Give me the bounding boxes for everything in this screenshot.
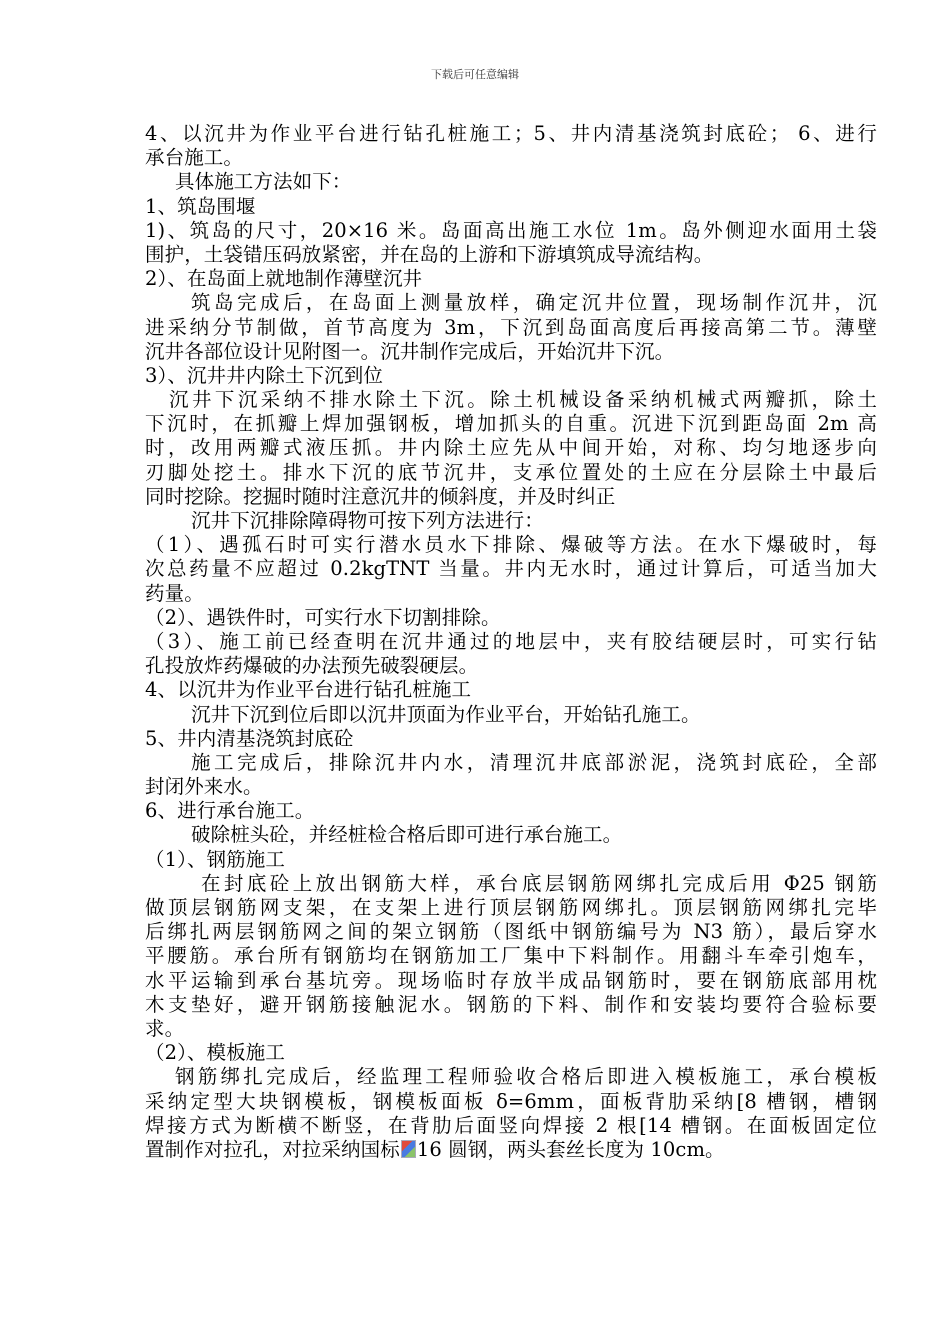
text-line: 1、筑岛围堰 bbox=[145, 194, 256, 218]
text-line: 4、以沉井为作业平台进行钻孔桩施工；5、井内清基浇筑封底砼； 6、进行 bbox=[145, 122, 877, 145]
text-line: 次总药量不应超过 0.2kgTNT 当量。井内无水时，通过计算后，可适当加大 bbox=[145, 557, 877, 581]
text-line: 沉井下沉排除障碍物可按下列方法进行： bbox=[191, 509, 544, 532]
text-segment: 16 圆钢，两头套丝长度为 10cm。 bbox=[416, 1137, 725, 1161]
text-line: 承台施工。 bbox=[145, 146, 244, 170]
text-line: 刃脚处挖土。排水下沉的底节沉井，支承位置处的土应在分层除土中最后 bbox=[145, 460, 877, 484]
text-line: 沉井下沉采纳不排水除土下沉。除土机械设备采纳机械式两瓣抓，除土 bbox=[169, 388, 877, 412]
text-line: 钢筋绑扎完成后，经监理工程师验收合格后即进入模板施工，承台模板 bbox=[175, 1065, 877, 1089]
text-line: 3）、沉井井内除土下沉到位 bbox=[145, 363, 383, 387]
text-line: 1)、筑岛的尺寸，20×16 米。岛面高出施工水位 1m。岛外侧迎水面用土袋 bbox=[145, 218, 877, 242]
text-line: 6、进行承台施工。 bbox=[145, 799, 315, 823]
text-line: 在封底砼上放出钢筋大样，承台底层钢筋网绑扎完成后用 Φ25 钢筋 bbox=[201, 871, 877, 895]
text-line: 水平运输到承台基坑旁。现场临时存放半成品钢筋时，要在钢筋底部用枕 bbox=[145, 968, 877, 992]
text-line: 孔投放炸药爆破的办法预先破裂硬层。 bbox=[145, 654, 479, 678]
text-line: 4、以沉井为作业平台进行钻孔桩施工 bbox=[145, 678, 472, 702]
text-line: 做顶层钢筋网支架，在支架上进行顶层钢筋网绑扎。顶层钢筋网绑扎完毕 bbox=[145, 896, 877, 919]
text-line: 采纳定型大块钢模板，钢模板面板 δ=6mm，面板背肋采纳[8 槽钢，槽钢 bbox=[145, 1089, 877, 1113]
text-line: 2）、在岛面上就地制作薄壁沉井 bbox=[145, 267, 423, 291]
text-line: （1）、钢筋施工 bbox=[145, 847, 285, 871]
text-line: 沉井下沉到位后即以沉井顶面为作业平台，开始钻孔施工。 bbox=[191, 702, 701, 726]
text-line: 进采纳分节制做，首节高度为 3m，下沉到岛面高度后再接高第二节。薄壁 bbox=[145, 315, 877, 339]
text-line: 药量。 bbox=[145, 581, 204, 605]
text-line: 木支垫好，避开钢筋接触泥水。钢筋的下料、制作和安装均要符合验标要 bbox=[145, 992, 877, 1016]
text-line: 时，改用两瓣式液压抓。井内除土应先从中间开始，对称、均匀地逐步向 bbox=[145, 436, 877, 460]
text-line: 沉井各部位设计见附图一。沉井制作完成后，开始沉井下沉。 bbox=[145, 339, 675, 363]
broken-image-icon bbox=[401, 1140, 416, 1158]
document-body bbox=[145, 122, 877, 1162]
text-line: 施工完成后，排除沉井内水，清理沉井底部淤泥，浇筑封底砼，全部 bbox=[191, 750, 877, 774]
text-line: 焊接方式为断横不断竖，在背肋后面竖向焊接 2 根[14 槽钢。在面板固定位 bbox=[145, 1113, 877, 1137]
text-line: （1）、遇孤石时可实行潜水员水下排除、爆破等方法。在水下爆破时，每 bbox=[145, 533, 877, 557]
text-line: 围护，土袋错压码放紧密，并在岛的上游和下游填筑成导流结构。 bbox=[145, 242, 714, 266]
text-line: （2）、模板施工 bbox=[145, 1041, 285, 1065]
text-line: 下沉时，在抓瓣上焊加强钢板，增加抓头的自重。沉进下沉到距岛面 2m 高 bbox=[145, 412, 877, 436]
text-line: 求。 bbox=[145, 1016, 185, 1040]
text-line: 封闭外来水。 bbox=[145, 775, 263, 799]
text-line: （3）、施工前已经查明在沉井通过的地层中，夹有胶结硬层时，可实行钻 bbox=[145, 629, 877, 653]
text-line: 具体施工方法如下： bbox=[175, 170, 352, 194]
text-line: 后绑扎两层钢筋网之间的架立钢筋（图纸中钢筋编号为 N3 筋），最后穿水 bbox=[145, 920, 877, 944]
text-segment: 置制作对拉孔，对拉采纳国标 bbox=[145, 1137, 400, 1161]
text-line: 筑岛完成后，在岛面上测量放样，确定沉井位置，现场制作沉井，沉 bbox=[191, 291, 877, 315]
page-header: 下载后可任意编辑 bbox=[431, 68, 519, 81]
text-line: 破除桩头砼，并经桩检合格后即可进行承台施工。 bbox=[191, 823, 623, 847]
text-line-last bbox=[145, 1138, 877, 1162]
text-line: 同时挖除。挖掘时随时注意沉井的倾斜度，并及时纠正 bbox=[145, 484, 616, 508]
text-line: 5、井内清基浇筑封底砼 bbox=[145, 726, 354, 750]
text-line: 平腰筋。承台所有钢筋均在钢筋加工厂集中下料制作。用翻斗车牵引炮车， bbox=[145, 944, 877, 968]
text-line: （2）、遇铁件时，可实行水下切割排除。 bbox=[145, 605, 501, 629]
